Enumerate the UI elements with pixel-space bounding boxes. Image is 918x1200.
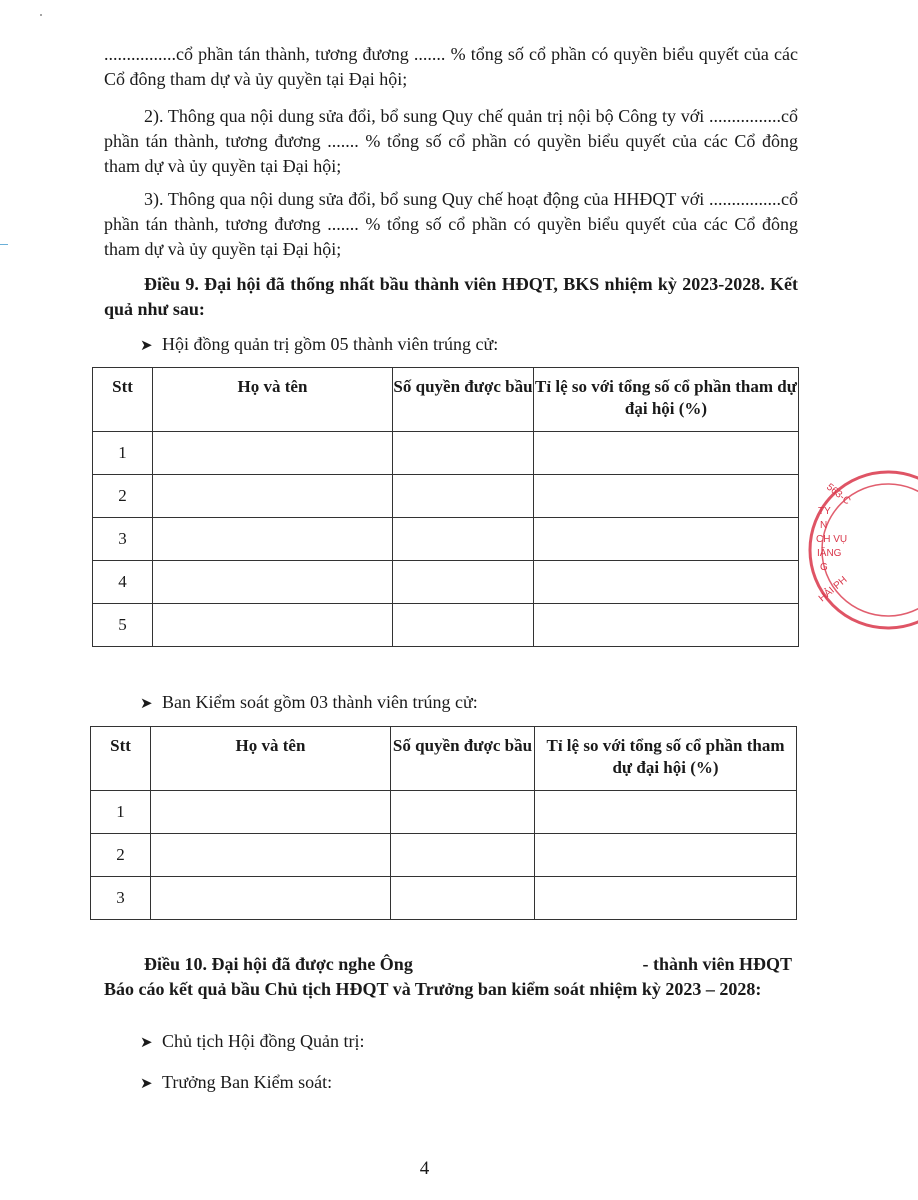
cell-name	[153, 432, 393, 475]
article-10-line-2: Báo cáo kết quả bầu Chủ tịch HĐQT và Trưởng ban kiểm soát nhiệm kỳ 2023 – 2028:	[104, 979, 762, 999]
table-row	[93, 475, 799, 518]
supervisory-table-header-row	[91, 727, 797, 791]
seal-text-6: G	[820, 562, 828, 573]
seal-text-5: IĂNG	[817, 548, 842, 559]
cell-stt: 2	[93, 475, 153, 518]
cell-votes	[393, 475, 534, 518]
supervisory-bullet	[140, 690, 478, 716]
margin-mark	[0, 244, 8, 245]
cell-ratio	[535, 877, 797, 920]
table-row	[91, 791, 797, 834]
header-stt: Stt	[93, 368, 153, 432]
cell-ratio	[535, 791, 797, 834]
cell-stt: 1	[91, 791, 151, 834]
board-bullet-label: Hội đồng quản trị gồm 05 thành viên trúng cử:	[162, 334, 499, 354]
cell-votes	[391, 834, 535, 877]
cell-ratio	[534, 518, 799, 561]
seal-text-7: HẢI PH	[816, 574, 850, 605]
arrow-bullet-icon: ➤	[140, 1035, 153, 1051]
page-number: 4	[419, 1158, 430, 1179]
paragraph-vote-result-2	[104, 104, 798, 179]
seal-text-4: CH VỤ	[816, 534, 848, 545]
header-ratio: Tỉ lệ so với tổng số cổ phần tham dự đại hội (%)	[534, 368, 799, 432]
cell-votes	[393, 518, 534, 561]
cell-name	[153, 604, 393, 647]
arrow-bullet-icon: ➤	[140, 338, 153, 354]
arrow-bullet-icon: ➤	[140, 1076, 153, 1092]
article-10-member-role: - thành viên HĐQT	[642, 954, 792, 974]
article-9-heading	[104, 272, 798, 322]
cell-votes	[393, 561, 534, 604]
paragraph-vote-result-2-text: 2). Thông qua nội dung sửa đổi, bổ sung Quy chế quản trị nội bộ Công ty với ................cổ phần tán thành, tương đương ....... % tổng số cổ phần có quyền biểu quyết của các Cổ đông tham dự và ủy quyền tại Đại hội;	[104, 106, 798, 176]
table-row	[93, 518, 799, 561]
cell-ratio	[534, 432, 799, 475]
cell-stt: 5	[93, 604, 153, 647]
head-supervisor-bullet	[140, 1070, 332, 1096]
article-10-lead: Điều 10. Đại hội đã được nghe Ông	[144, 954, 413, 974]
cell-votes	[391, 877, 535, 920]
board-table-header-row	[93, 368, 799, 432]
cell-stt: 4	[93, 561, 153, 604]
chairman-bullet-label: Chủ tịch Hội đồng Quản trị:	[162, 1031, 365, 1051]
paragraph-vote-result-3-text: 3). Thông qua nội dung sửa đổi, bổ sung Quy chế hoạt động của HHĐQT với ................cổ phần tán thành, tương đương ....... % tổng số cổ phần có quyền biểu quyết của các Cổ đông tham dự và ủy quyền tại Đại hội;	[104, 189, 798, 259]
cell-name	[153, 518, 393, 561]
company-seal-stamp	[808, 460, 918, 640]
arrow-bullet-icon: ➤	[140, 696, 153, 712]
header-name: Họ và tên	[153, 368, 393, 432]
cell-stt: 3	[91, 877, 151, 920]
scan-speck	[40, 14, 42, 16]
table-row	[91, 877, 797, 920]
cell-name	[151, 877, 391, 920]
header-ratio: Tỉ lệ so với tổng số cổ phần tham dự đại hội (%)	[535, 727, 797, 791]
header-name: Họ và tên	[151, 727, 391, 791]
header-stt: Stt	[91, 727, 151, 791]
cell-votes	[391, 791, 535, 834]
cell-stt: 2	[91, 834, 151, 877]
seal-text-2: TY	[818, 506, 831, 517]
cell-name	[153, 561, 393, 604]
cell-stt: 1	[93, 432, 153, 475]
cell-ratio	[534, 561, 799, 604]
seal-text-1: 563-C	[824, 481, 853, 508]
cell-name	[151, 791, 391, 834]
cell-name	[153, 475, 393, 518]
cell-votes	[393, 432, 534, 475]
seal-text-3: N	[820, 520, 828, 531]
head-supervisor-bullet-label: Trưởng Ban Kiểm soát:	[162, 1072, 333, 1092]
supervisory-bullet-label: Ban Kiểm soát gồm 03 thành viên trúng cử:	[162, 692, 478, 712]
table-row	[93, 432, 799, 475]
cell-name	[151, 834, 391, 877]
header-votes: Số quyền được bầu	[393, 368, 534, 432]
board-results-table	[92, 367, 799, 647]
cell-ratio	[534, 475, 799, 518]
cell-ratio	[535, 834, 797, 877]
article-9-text: Điều 9. Đại hội đã thống nhất bầu thành viên HĐQT, BKS nhiệm kỳ 2023-2028. Kết quả như sau:	[104, 274, 798, 319]
cell-ratio	[534, 604, 799, 647]
board-bullet	[140, 332, 498, 358]
table-row	[91, 834, 797, 877]
chairman-bullet	[140, 1029, 364, 1055]
header-votes: Số quyền được bầu	[391, 727, 535, 791]
paragraph-vote-result-3	[104, 187, 798, 262]
paragraph-vote-result-1: ................cổ phần tán thành, tương đương ....... % tổng số cổ phần có quyền biểu quyết của các Cổ đông tham dự và ủy quyền tại Đại hội;	[104, 44, 798, 89]
table-row	[93, 561, 799, 604]
cell-stt: 3	[93, 518, 153, 561]
table-row	[93, 604, 799, 647]
article-10-line-1	[104, 952, 798, 977]
cell-votes	[393, 604, 534, 647]
supervisory-results-table	[90, 726, 797, 920]
